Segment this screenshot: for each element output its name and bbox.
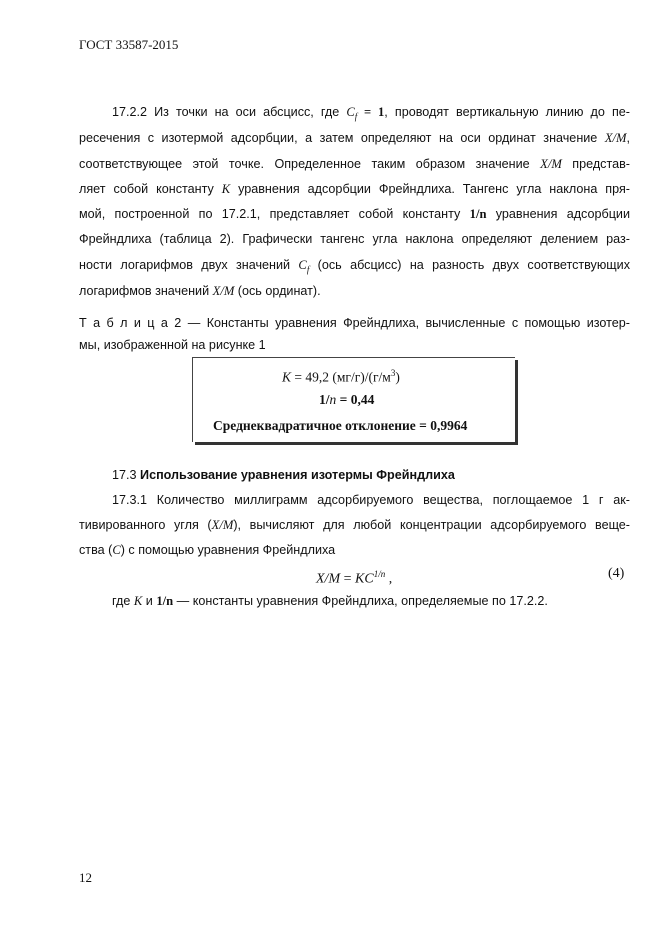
paragraph-17-2-2-line-6: Фрейндлиха (таблица 2). Графически тангенс угла наклона определяют делением раз- (79, 232, 630, 246)
paragraph-17-2-2-line-4: ляет собой константу K уравнения адсорбции Фрейндлиха. Тангенс угла наклона пря- (79, 182, 630, 196)
document-header: ГОСТ 33587-2015 (79, 37, 179, 52)
paragraph-17-2-2-line-2: ресечения с изотермой адсорбции, а затем определяют на оси ординат значение X/M, (79, 131, 630, 145)
paragraph-17-3-1-line-1: 17.3.1 Количество миллиграмм адсорбируемого вещества, поглощаемое 1 г ак- (112, 493, 630, 507)
equation-number: (4) (608, 566, 625, 581)
paragraph-17-2-2-line-3: соответствующее этой точке. Определенное таким образом значение X/M представ- (79, 157, 630, 171)
paragraph-17-2-2-line-1: 17.2.2 Из точки на оси абсцисс, где $C_f = 1$, проводят вертикальную линию до пе- (112, 105, 631, 122)
paragraph-17-3-1-line-2: тивированного угля (X/M), вычисляют для любой концентрации адсорбируемого веще- (79, 518, 630, 532)
page-number: 12 (79, 870, 92, 885)
table-row-k: K = 49,2 $(мг/г)/(г/м^3)$ (282, 368, 400, 385)
paragraph-17-3-1-line-3: ства (C) с помощью уравнения Фрейндлиха (79, 543, 336, 557)
equation-4: $X/M = KC^{1/n}$ , (316, 569, 393, 587)
paragraph-17-2-2-line-7: ности логарифмов двух значений $C_f$ (ось абсцисс) на разность двух соответствующих (79, 258, 630, 275)
table-caption-line-1: Т а б л и ц а 2 — Константы уравнения Фрейндлиха, вычисленные с помощью изотер- (79, 316, 630, 330)
paragraph-17-2-2-line-8: логарифмов значений X/M (ось ординат). (79, 284, 321, 298)
table-caption-line-2: мы, изображенной на рисунке 1 (79, 338, 266, 352)
table-row-1n: 1/n = 0,44 (319, 392, 375, 407)
table-row-rmse: Среднеквадратичное отклонение = 0,9964 (213, 418, 468, 433)
section-17-3-heading: 17.3 Использование уравнения изотермы Фрейндлиха (112, 468, 455, 482)
where-clause: где K и 1/n — константы уравнения Фрейндлиха, определяемые по 17.2.2. (112, 594, 548, 608)
paragraph-17-2-2-line-5: мой, построенной по 17.2.1, представляет собой константу 1/n уравнения адсорбции (79, 207, 630, 221)
